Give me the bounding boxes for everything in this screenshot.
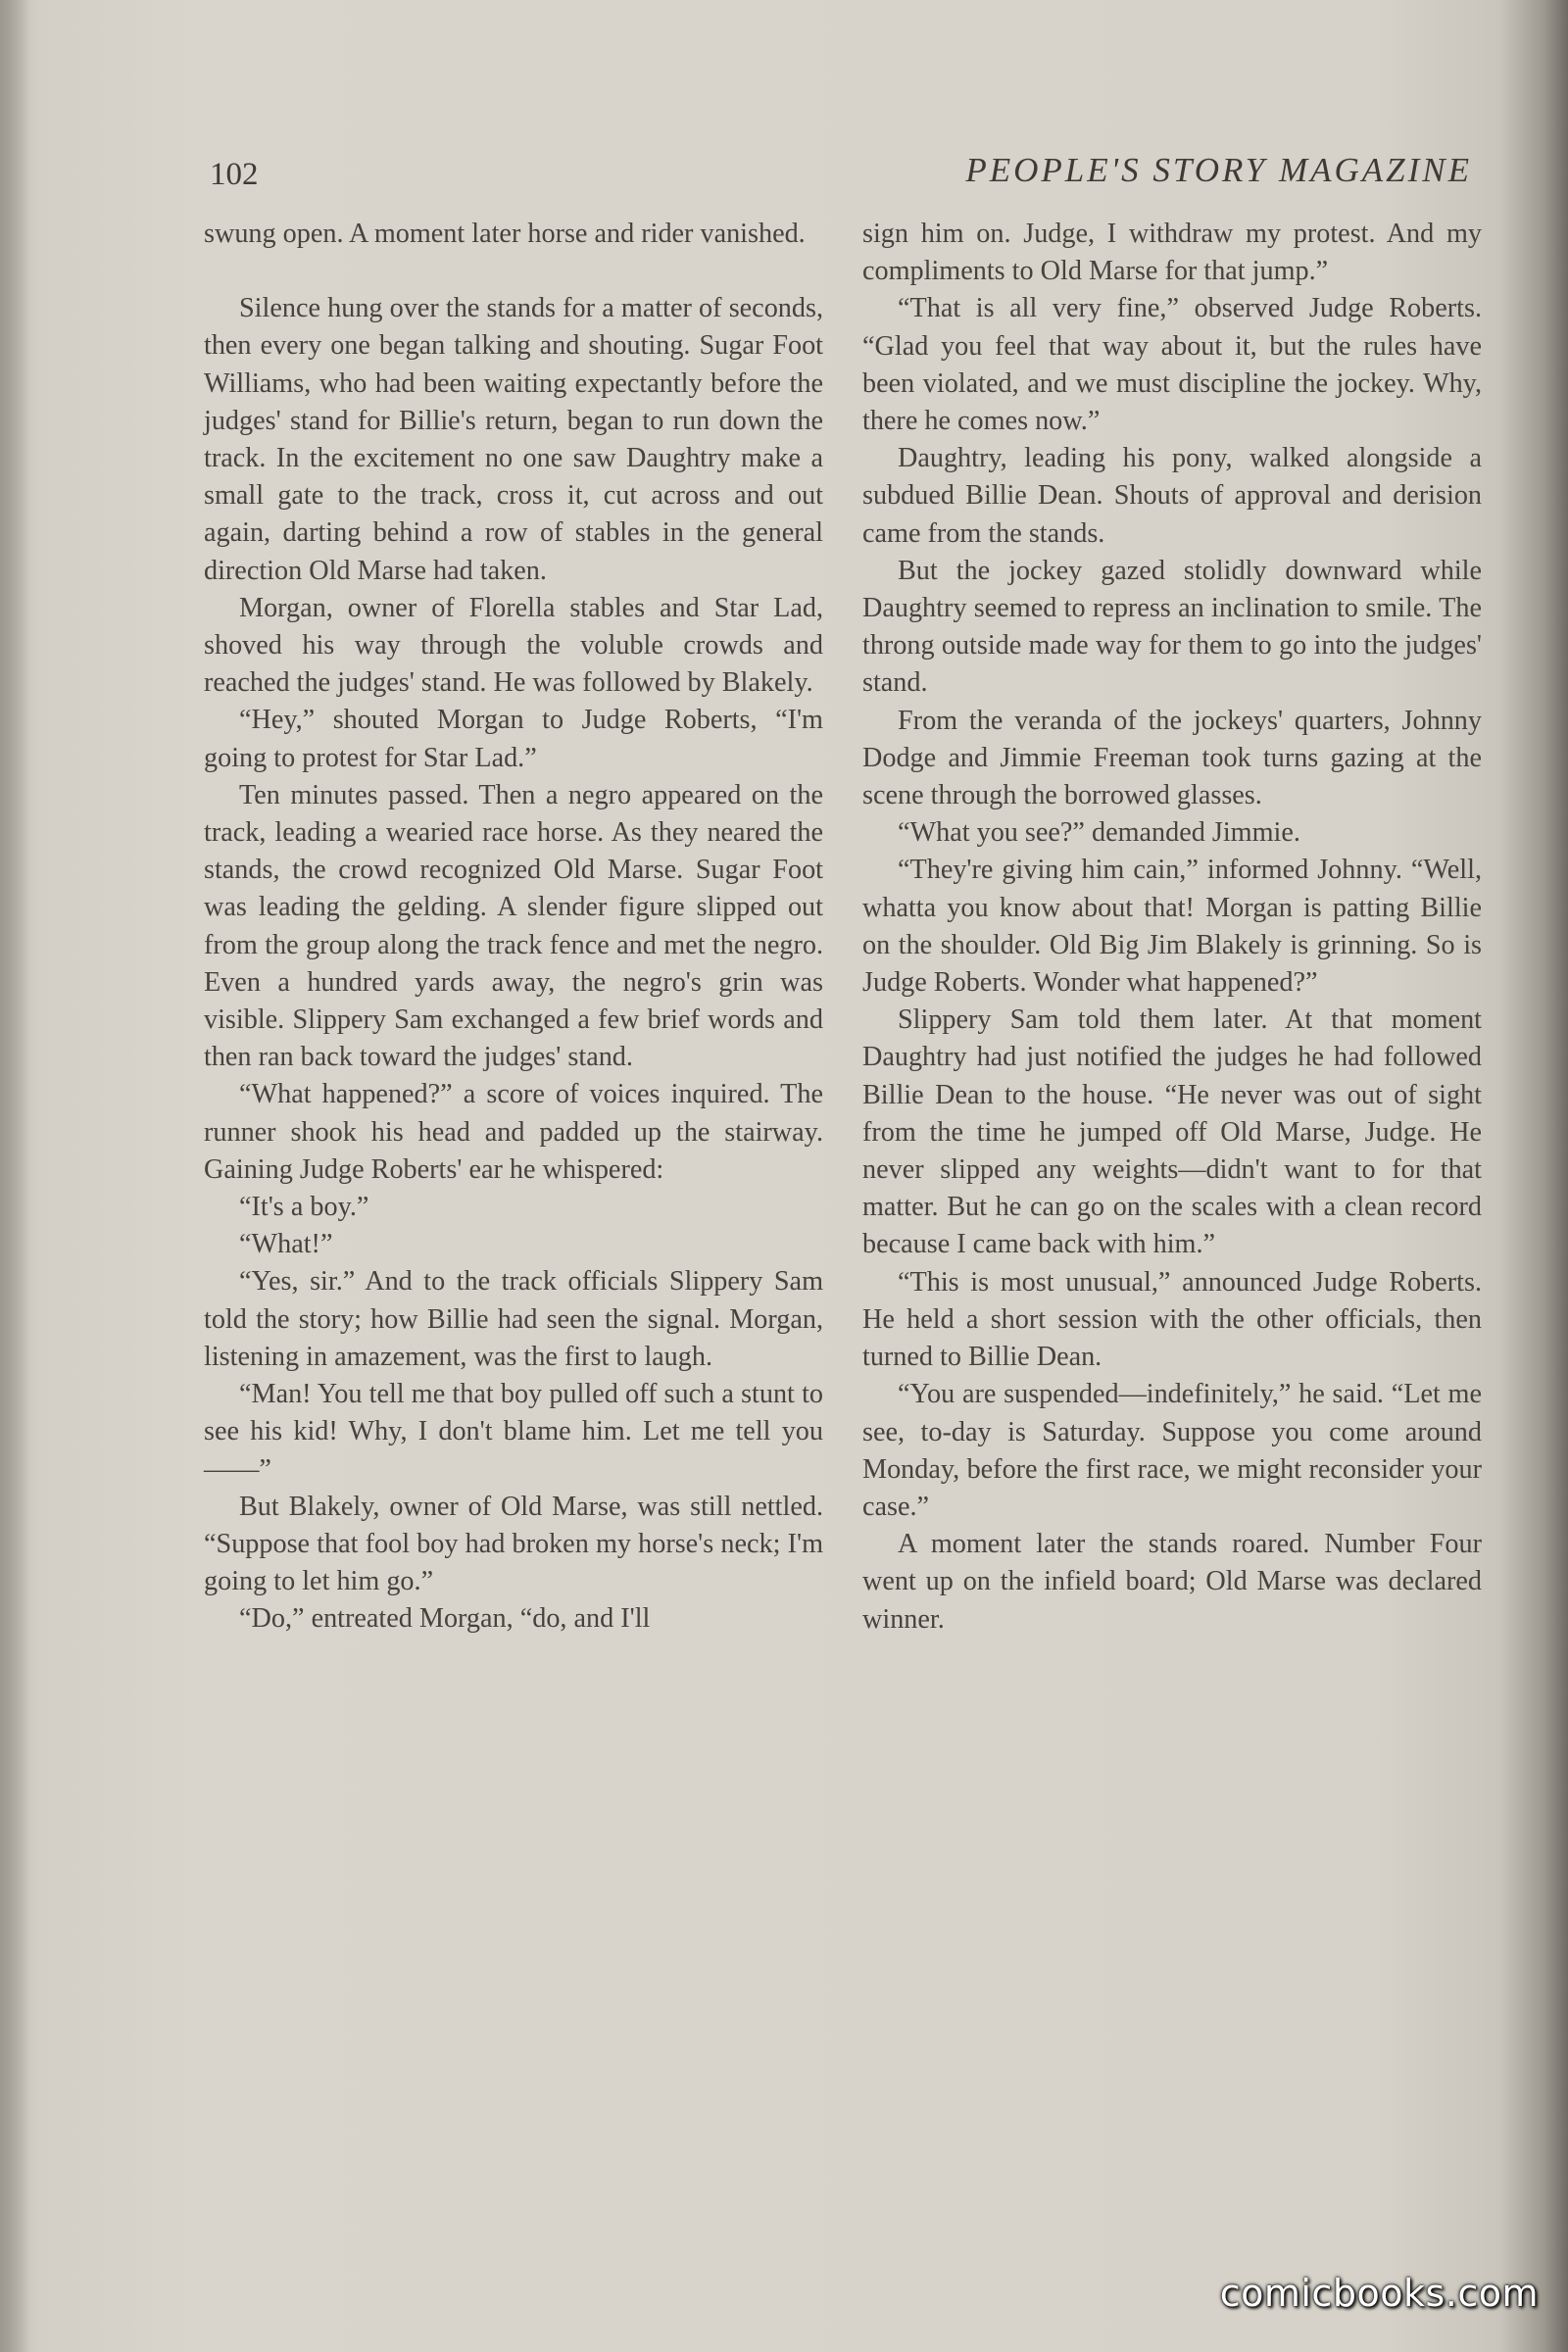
- paragraph: “They're giving him cain,” informed Johnny. “Well, whatta you know about that! Morgan is patting Billie on the shoulder. Old Big Jim Blakely is grinning. So is Judge Roberts. Wonder what happened?”: [862, 855, 1482, 999]
- paragraph: “Man! You tell me that boy pulled off such a stunt to see his kid! Why, I don't blame him. Let me tell you——”: [204, 1379, 823, 1485]
- paragraph: But the jockey gazed stolidly downward while Daughtry seemed to repress an inclination to smile. The throng outside made way for them to go into the judges' stand.: [862, 555, 1482, 699]
- paragraph: Daughtry, leading his pony, walked alongside a subdued Billie Dean. Shouts of approval and derision came from the stands.: [862, 443, 1482, 549]
- paragraph: But Blakely, owner of Old Marse, was still nettled. “Suppose that fool boy had broken my horse's neck; I'm going to let him go.”: [204, 1491, 823, 1597]
- paragraph: “It's a boy.”: [239, 1192, 369, 1223]
- paragraph: A moment later the stands roared. Number Four went up on the infield board; Old Marse was declared winner.: [862, 1529, 1482, 1635]
- paragraph: “What you see?” demanded Jimmie.: [898, 817, 1300, 849]
- right-column: [862, 216, 1482, 1639]
- left-column: [204, 216, 823, 1639]
- page-number: 102: [210, 157, 259, 192]
- watermark: comicbooks.com: [1219, 2272, 1539, 2315]
- paragraph: swung open. A moment later horse and rider vanished.: [204, 219, 806, 249]
- paragraph: From the veranda of the jockeys' quarters, Johnny Dodge and Jimmie Freeman took turns gazing at the scene through the borrowed glasses.: [862, 705, 1482, 811]
- paragraph: “This is most unusual,” announced Judge Roberts. He held a short session with the other officials, then turned to Billie Dean.: [862, 1266, 1482, 1373]
- paragraph: “Do,” entreated Morgan, “do, and I'll: [239, 1603, 651, 1635]
- paragraph: “Yes, sir.” And to the track officials Slippery Sam told the story; how Billie had seen the signal. Morgan, listening in amazement, was the first to laugh.: [204, 1266, 823, 1372]
- paragraph: Morgan, owner of Florella stables and Star Lad, shoved his way through the voluble crowds and reached the judges' stand. He was followed by Blakely.: [204, 592, 823, 699]
- paragraph: Ten minutes passed. Then a negro appeared on the track, leading a wearied race horse. As they neared the stands, the crowd recognized Old Marse. Sugar Foot was leading the gelding. A slender figure slipped out from the group along the track fence and met the negro. Even a hundred yards away, the negro's grin was visible. Slippery Sam exchanged a few brief words and then ran back toward the judges' stand.: [204, 779, 823, 1073]
- paragraph: Silence hung over the stands for a matter of seconds, then every one began talking and shouting. Sugar Foot Williams, who had been waiting expectantly before the judges' stand for Billie's return, began to run down the track. In the excitement no one saw Daughtry make a small gate to the track, cross it, cut across and out again, darting behind a row of stables in the general direction Old Marse had taken.: [204, 293, 823, 586]
- paragraph: “That is all very fine,” observed Judge Roberts. “Glad you feel that way about it, but the rules have been violated, and we must discipline the jockey. Why, there he comes now.”: [862, 293, 1482, 437]
- paragraph: “Hey,” shouted Morgan to Judge Roberts, “I'm going to protest for Star Lad.”: [204, 705, 823, 773]
- paragraph: Slippery Sam told them later. At that moment Daughtry had just notified the judges he had followed Billie Dean to the house. “He never was out of sight from the time he jumped off Old Marse, Judge. He never slipped any weights—didn't want to for that matter. But he can go on the scales with a clean record because I came back with him.”: [862, 1004, 1482, 1260]
- paragraph: sign him on. Judge, I withdraw my protest. And my compliments to Old Marse for that jump.”: [862, 219, 1482, 287]
- paragraph: “What!”: [239, 1229, 333, 1260]
- magazine-title: PEOPLE'S STORY MAGAZINE: [965, 151, 1472, 189]
- paragraph: “You are suspended—indefinitely,” he said. “Let me see, to-day is Saturday. Suppose you come around Monday, before the first race, we might reconsider your case.”: [862, 1379, 1482, 1522]
- paragraph: “What happened?” a score of voices inquired. The runner shook his head and padded up the stairway. Gaining Judge Roberts' ear he whispered:: [204, 1079, 823, 1185]
